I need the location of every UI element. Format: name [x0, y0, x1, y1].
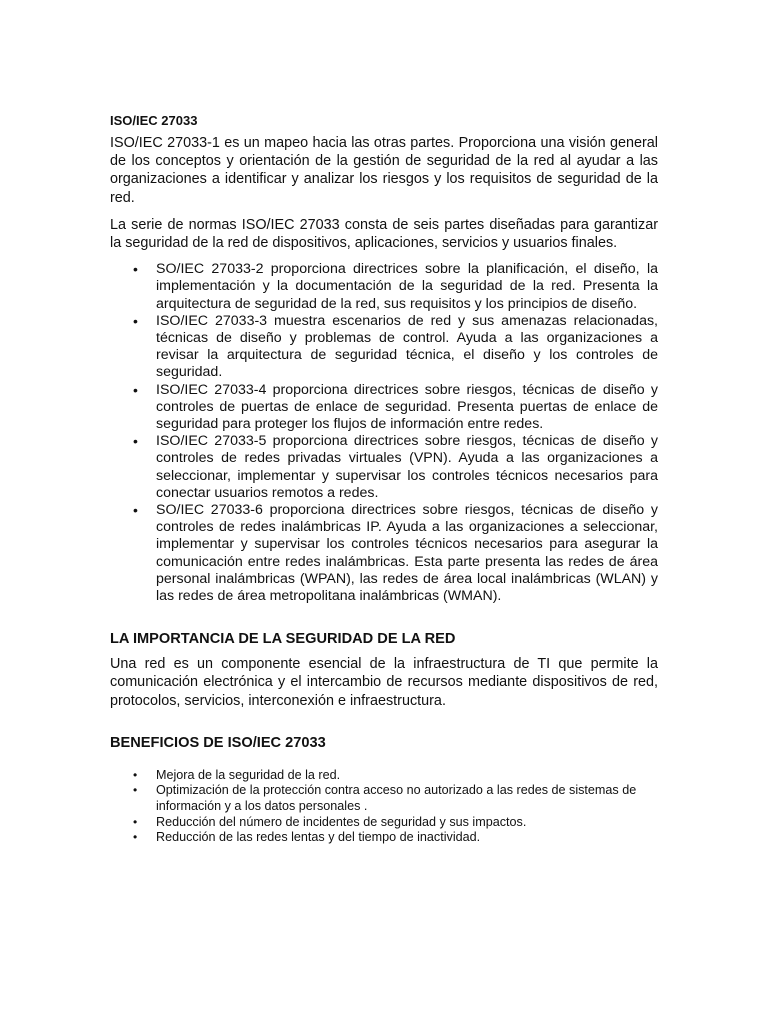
list-item	[133, 312, 658, 382]
list-item	[133, 767, 658, 784]
bullet-icon: •	[133, 261, 138, 278]
list-item-text: SO/IEC 27033-2 proporciona directrices sobre la planificación, el diseño, la implementación y la documentación de la seguridad de la red. Presenta la arquitectura de seguridad de la red, sus requisitos y los principios de diseño.	[156, 261, 658, 312]
list-item	[133, 783, 658, 814]
bullet-icon: •	[133, 767, 138, 782]
list-item	[133, 502, 658, 605]
spacer	[110, 759, 658, 768]
bullet-icon: •	[133, 312, 138, 329]
intro-paragraph-1: ISO/IEC 27033-1 es un mapeo hacia las otras partes. Proporciona una visión general de los conceptos y orientación de la gestión de seguridad de la red al ayudar a las organizaciones a identificar y analizar los riesgos y los requisitos de seguridad de la red.	[110, 135, 658, 206]
list-item	[133, 830, 658, 846]
bullet-icon: •	[133, 381, 138, 398]
benefits-list	[110, 768, 658, 846]
list-item-text: ISO/IEC 27033-3 muestra escenarios de red y sus amenazas relacionadas, técnicas de diseño y problemas de control. Ayuda a las organizaciones a revisar la arquitectura de seguridad técnica, el diseño y los controles de seguridad.	[156, 312, 658, 381]
list-item-text: Reducción de las redes lentas y del tiempo de inactividad.	[156, 830, 481, 845]
parts-list	[110, 261, 658, 605]
bullet-icon: •	[133, 502, 138, 519]
list-item	[133, 433, 658, 502]
list-item	[133, 261, 658, 313]
list-item-text: ISO/IEC 27033-5 proporciona directrices sobre riesgos, técnicas de diseño y controles de redes privadas virtuales (VPN). Ayuda a las organizaciones a seleccionar, implementar y supervisar los controles técnicos necesarios para conectar usuarios remotos a redes.	[156, 433, 658, 501]
bullet-icon: •	[133, 433, 138, 450]
list-item-text: Optimización de la protección contra acceso no autorizado a las redes de sistemas de información y a los datos personales .	[156, 783, 637, 814]
list-item-text: ISO/IEC 27033-4 proporciona directrices sobre riesgos, técnicas de diseño y controles de puertas de enlace de seguridad. Presenta puertas de enlace de seguridad para proteger los flujos de información entre redes.	[156, 381, 658, 433]
bullet-icon: •	[133, 783, 138, 798]
list-item-text: Mejora de la seguridad de la red.	[156, 767, 341, 782]
document-title: ISO/IEC 27033	[110, 113, 198, 128]
spacer	[110, 719, 658, 734]
importance-heading: LA IMPORTANCIA DE LA SEGURIDAD DE LA RED	[110, 631, 456, 648]
bullet-icon: •	[133, 830, 138, 845]
bullet-icon: •	[133, 814, 138, 829]
document-page	[110, 112, 658, 846]
list-item-text: SO/IEC 27033-6 proporciona directrices sobre riesgos, técnicas de diseño y controles de redes inalámbricas IP. Ayuda a las organizaciones a seleccionar, implementar y supervisar los controles técnicos necesarios para asegurar la comunicación entre redes inalámbricas. Esta parte presenta las redes de área personal inalámbricas (WPAN), las redes de área local inalámbricas (WLAN) y las redes de área metropolitana inalámbricas (WMAN).	[156, 502, 658, 605]
list-item	[133, 381, 658, 434]
list-item-text: Reducción del número de incidentes de seguridad y sus impactos.	[156, 814, 527, 829]
benefits-heading: BENEFICIOS DE ISO/IEC 27033	[110, 734, 326, 751]
list-item	[133, 814, 658, 831]
intro-paragraph-2: La serie de normas ISO/IEC 27033 consta de seis partes diseñadas para garantizar la seguridad de la red de dispositivos, aplicaciones, servicios y usuarios finales.	[110, 216, 658, 252]
spacer	[110, 605, 658, 630]
importance-paragraph: Una red es un componente esencial de la infraestructura de TI que permite la comunicación electrónica y el intercambio de recursos mediante dispositivos de red, protocolos, servicios, interconexión e infraestructura.	[110, 656, 658, 709]
